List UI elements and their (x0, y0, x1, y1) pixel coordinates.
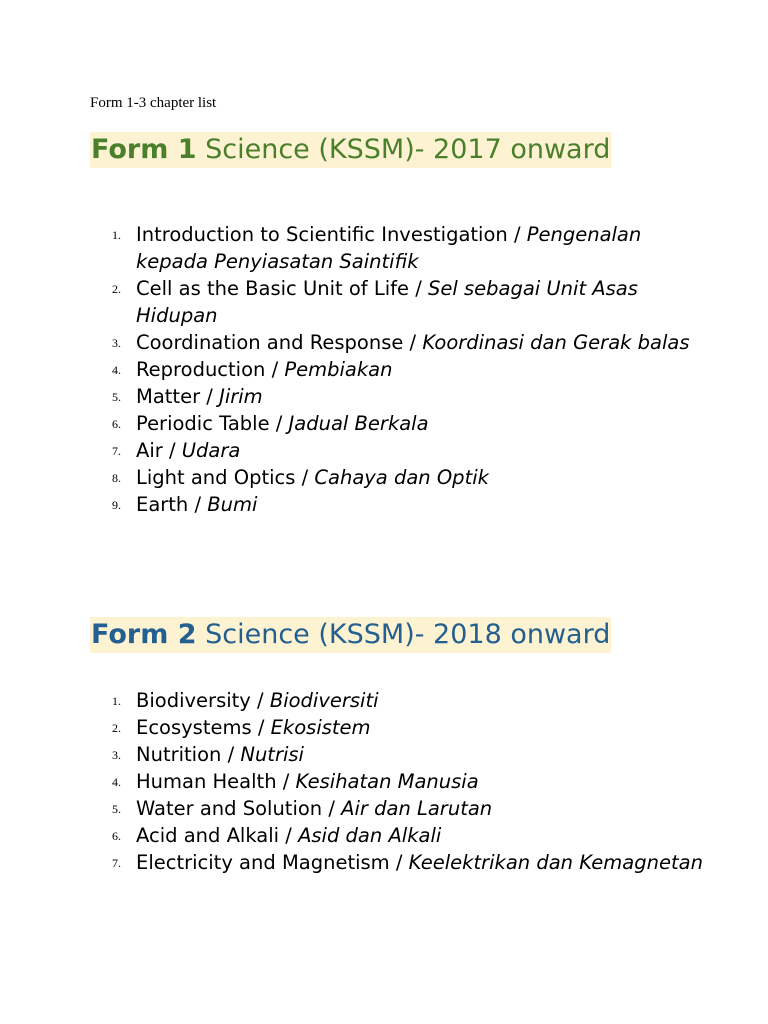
chapter-number: 7. (112, 444, 121, 458)
chapter-list-item (90, 356, 710, 383)
chapter-number: 6. (112, 829, 121, 843)
chapter-number: 3. (112, 336, 121, 350)
chapter-separator: / (403, 331, 423, 354)
chapter-title-malay: Nutrisi (240, 743, 304, 766)
chapter-title-malay: Cahaya dan Optik (314, 466, 489, 489)
chapter-title-english: Human Health (136, 770, 277, 793)
chapter-separator: / (265, 358, 285, 381)
chapter-list-item (90, 464, 710, 491)
chapter-title-malay: Ekosistem (270, 716, 371, 739)
chapter-title-english: Nutrition (136, 743, 222, 766)
chapter-title-malay: Asid dan Alkali (298, 824, 442, 847)
form-2-heading (90, 617, 611, 653)
form-1-label: Form 1 (91, 134, 197, 165)
chapter-title-english: Reproduction (136, 358, 266, 381)
form-2-chapter-list (90, 687, 710, 876)
chapter-title-english: Acid and Alkali (136, 824, 280, 847)
chapter-list-item (90, 221, 710, 275)
form-1-heading-text: Science (KSSM)- 2017 onward (196, 134, 611, 165)
chapter-number: 4. (112, 363, 121, 377)
chapter-title-english: Electricity and Magnetism (136, 851, 396, 874)
form-2-label: Form 2 (91, 619, 197, 650)
chapter-title-malay: Udara (181, 439, 241, 462)
chapter-list-item (90, 741, 710, 768)
chapter-title-malay: Jadual Berkala (288, 412, 429, 435)
chapter-list-item (90, 329, 710, 356)
chapter-title-malay: Biodiversiti (269, 689, 379, 712)
chapter-separator: / (200, 385, 220, 408)
chapter-list-item (90, 795, 710, 822)
chapter-separator: / (395, 851, 409, 874)
chapter-list-item (90, 687, 710, 714)
chapter-title-english: Ecosystems (136, 716, 252, 739)
chapter-separator: / (221, 743, 241, 766)
chapter-list-item (90, 714, 710, 741)
chapter-title-malay: Pembiakan (284, 358, 393, 381)
form-2-heading-text: Science (KSSM)- 2018 onward (196, 619, 611, 650)
chapter-number: 9. (112, 498, 121, 512)
chapter-list-item (90, 822, 710, 849)
chapter-separator: / (162, 439, 182, 462)
chapter-number: 6. (112, 417, 121, 431)
chapter-title-english: Cell as the Basic Unit of Life (136, 277, 410, 300)
chapter-title-malay: Jirim (219, 385, 263, 408)
chapter-list-item (90, 275, 710, 329)
chapter-title-english: Water and Solution (136, 797, 323, 820)
chapter-list-item (90, 491, 710, 518)
chapter-title-english: Coordination and Response (136, 331, 404, 354)
chapter-number: 7. (112, 856, 121, 870)
chapter-number: 1. (112, 228, 121, 242)
chapter-separator: / (507, 223, 527, 246)
chapter-number: 2. (112, 282, 121, 296)
form-1-heading (90, 132, 611, 168)
chapter-separator: / (250, 689, 270, 712)
chapter-list-item (90, 849, 710, 876)
chapter-separator: / (409, 277, 428, 300)
chapter-title-malay: Kesihatan Manusia (295, 770, 479, 793)
chapter-title-english: Introduction to Scientific Investigation (136, 223, 508, 246)
chapter-title-english: Matter (136, 385, 201, 408)
chapter-number: 8. (112, 471, 121, 485)
chapter-number: 5. (112, 802, 121, 816)
chapter-title-english: Light and Optics (136, 466, 296, 489)
chapter-list-item (90, 437, 710, 464)
chapter-list-item (90, 410, 710, 437)
chapter-title-malay: Keelektrikan dan Kemagnetan (408, 851, 703, 874)
chapter-title-english: Biodiversity (136, 689, 251, 712)
chapter-title-malay: Koordinasi dan Gerak balas (422, 331, 690, 354)
chapter-separator: / (251, 716, 271, 739)
chapter-title-english: Air (136, 439, 163, 462)
chapter-title-english: Periodic Table (136, 412, 270, 435)
form-1-chapter-list (90, 221, 710, 518)
chapter-title-malay: Pengenalan kepada Penyiasatan Saintifik (136, 223, 642, 273)
chapter-separator: / (188, 493, 208, 516)
document-title: Form 1-3 chapter list (90, 95, 217, 111)
chapter-list-item (90, 383, 710, 410)
chapter-title-malay: Air dan Larutan (341, 797, 493, 820)
chapter-title-malay: Bumi (207, 493, 258, 516)
chapter-number: 1. (112, 694, 121, 708)
chapter-number: 2. (112, 721, 121, 735)
chapter-separator: / (279, 824, 299, 847)
chapter-number: 4. (112, 775, 121, 789)
chapter-number: 5. (112, 390, 121, 404)
chapter-list-item (90, 768, 710, 795)
chapter-title-malay: Sel sebagai Unit Asas Hidupan (136, 277, 638, 327)
chapter-separator: / (295, 466, 315, 489)
chapter-separator: / (269, 412, 289, 435)
chapter-title-english: Earth (136, 493, 189, 516)
chapter-separator: / (322, 797, 342, 820)
chapter-number: 3. (112, 748, 121, 762)
chapter-separator: / (276, 770, 296, 793)
